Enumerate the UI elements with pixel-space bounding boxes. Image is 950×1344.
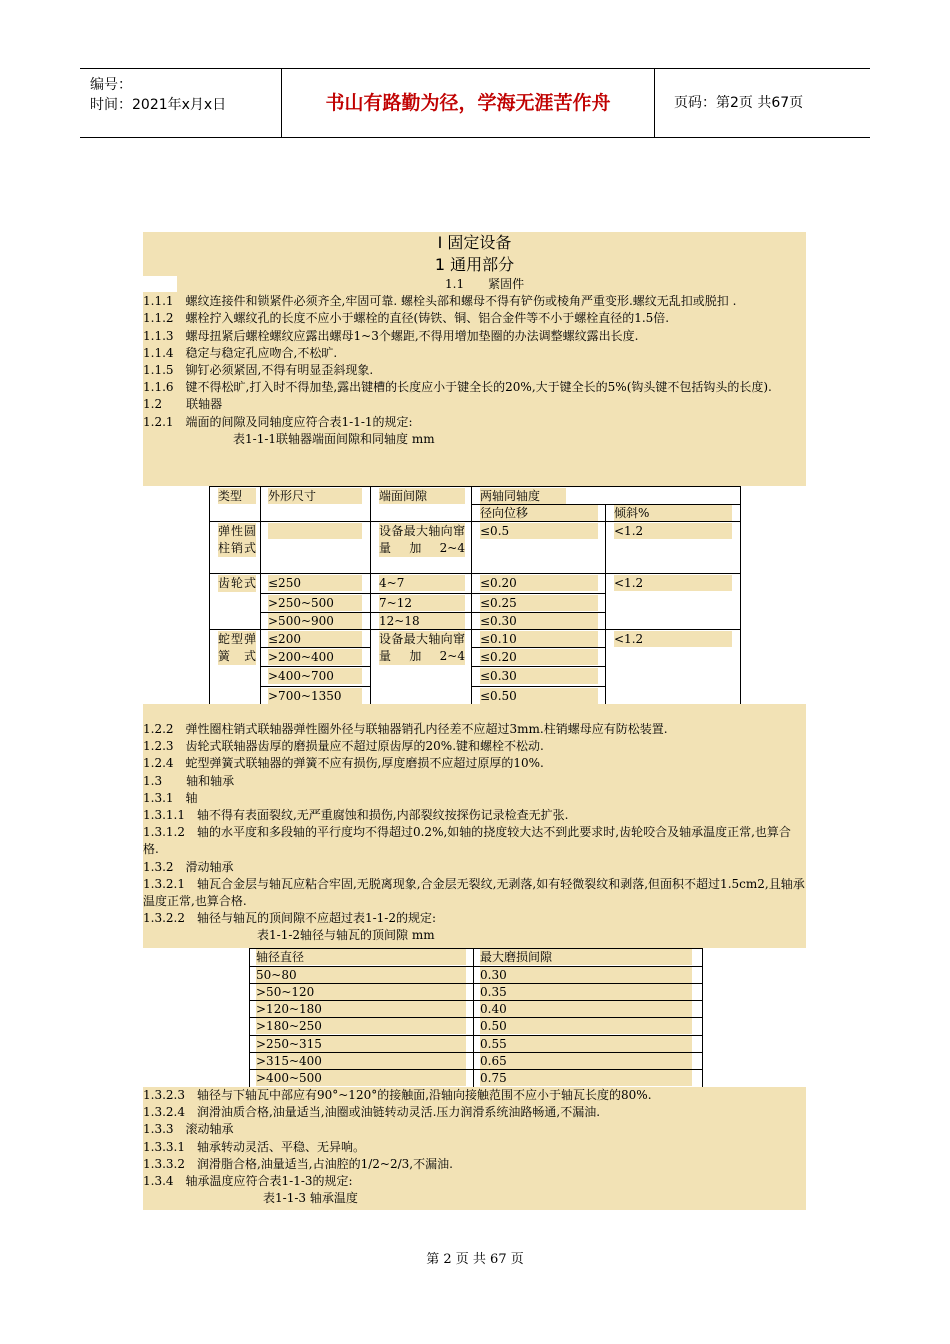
tilt-spring: <1.2 xyxy=(614,631,732,647)
para-1-3-2-2: 1.3.2.2 轴径与轴瓦的顶间隙不应超过表1-1-2的规定: xyxy=(143,911,437,926)
heading-1-3-2: 1.3.2 滑动轴承 xyxy=(143,859,234,874)
para-1-3-1-2: 1.3.1.2 轴的水平度和多段轴的平行度均不得超过0.2%,如轴的挠度较大达不到此要求时,齿轮咬合及轴承温度正常,也算合格. xyxy=(143,825,791,857)
th-size: 外形尺寸 xyxy=(268,488,362,504)
section-title: 1.1 紧固件 xyxy=(445,277,525,291)
gap-gear-2: 7~12 xyxy=(379,595,465,611)
section-rolling-bearings xyxy=(143,1087,806,1210)
header-page-label: 页码：第2页 共67页 xyxy=(674,95,804,111)
para-1-3-2-1: 1.3.2.1 轴瓦合金层与轴瓦应粘合牢固,无脱离现象,合金层无裂纹,无剥落,如有轻微裂纹和剥落,但面积不超过1.5cm2,且轴承温度正常,也算合格. xyxy=(143,876,805,909)
para-1-3-1-1: 1.3.1.1 轴不得有表面裂纹,无严重腐蚀和损伤,内部裂纹按探伤记录检查无扩张. xyxy=(143,808,569,823)
size-gear-3: >500~900 xyxy=(268,613,362,629)
para-1-1-5: 1.1.5 铆钉必须紧固,不得有明显歪斜现象. xyxy=(143,363,374,378)
para-1-2-3: 1.2.3 齿轮式联轴器齿厚的磨损量应不超过原齿厚的20%.键和螺栓不松动. xyxy=(143,739,544,754)
radial-gear-2: ≤0.25 xyxy=(480,595,598,611)
para-1-2-2: 1.2.2 弹性圈柱销式联轴器弹性圈外径与联轴器销孔内径差不应超过3mm.柱销螺母应有防松装置. xyxy=(143,722,668,736)
th-max-wear-gap: 最大磨损间隙 xyxy=(480,949,692,965)
size-spring-3: >400~700 xyxy=(268,668,362,684)
row-diameter: >120~180 xyxy=(256,1001,466,1017)
para-1-2-1: 1.2.1 端面的间隙及同轴度应符合表1-1-1的规定: xyxy=(143,414,413,429)
chapter-title: 1 通用部分 xyxy=(434,255,515,274)
heading-1-2: 1.2 联轴器 xyxy=(143,397,223,412)
th-type: 类型 xyxy=(218,488,256,504)
type-serpentine-spring: 蛇型弹簧式 xyxy=(218,632,256,663)
row-diameter: >50~120 xyxy=(256,984,466,1000)
header-motto: 书山有路勤为径，学海无涯苦作舟 xyxy=(282,69,655,137)
radial-spring-1: ≤0.10 xyxy=(480,631,598,647)
size-gear-2: >250~500 xyxy=(268,595,362,611)
size-gear-1: ≤250 xyxy=(268,575,362,591)
gap-gear-1: 4~7 xyxy=(379,575,465,591)
radial-spring-3: ≤0.30 xyxy=(480,668,598,684)
tilt-gear: <1.2 xyxy=(614,575,732,591)
heading-1-3-3: 1.3.3 滚动轴承 xyxy=(143,1122,234,1137)
th-shaft-diameter: 轴径直径 xyxy=(256,949,466,965)
gap-spring: 设备最大轴向窜量加2~4 xyxy=(379,632,465,663)
size-spring-4: >700~1350 xyxy=(268,688,362,704)
part-title: Ⅰ 固定设备 xyxy=(437,233,512,252)
row-gap: 0.50 xyxy=(480,1018,692,1034)
header-meta xyxy=(80,69,282,137)
tilt-elastic-pin: <1.2 xyxy=(614,523,732,539)
header-page-number xyxy=(664,69,870,137)
para-1-3-4: 1.3.4 轴承温度应符合表1-1-3的规定: xyxy=(143,1174,353,1189)
size-spring-1: ≤200 xyxy=(268,631,362,647)
para-1-1-4: 1.1.4 稳定与稳定孔应吻合,不松旷. xyxy=(143,345,338,360)
doc-id-label: 编号： xyxy=(90,77,132,93)
row-gap: 0.75 xyxy=(480,1070,692,1086)
th-radial: 径向位移 xyxy=(480,505,598,521)
size-spring-2: >200~400 xyxy=(268,649,362,665)
bearing-clearance-table xyxy=(249,948,703,1089)
para-1-1-3: 1.1.3 螺母扭紧后螺栓螺纹应露出螺母1~3个螺距,不得用增加垫圈的办法调整螺纹露出长度. xyxy=(143,328,639,343)
para-1-2-4: 1.2.4 蛇型弹簧式联轴器的弹簧不应有损伤,厚度磨损不应超过原厚的10%. xyxy=(143,756,544,771)
blank-gap xyxy=(143,276,177,292)
gap-elastic-pin: 设备最大轴向窜量加2~4 xyxy=(379,524,465,555)
page-footer: 第 2 页 共 67 页 xyxy=(426,1252,524,1267)
table2-caption: 表1-1-2轴径与轴瓦的顶间隙 mm xyxy=(257,928,435,943)
row-diameter: >400~500 xyxy=(256,1070,466,1086)
radial-gear-1: ≤0.20 xyxy=(480,575,598,591)
row-gap: 0.35 xyxy=(480,984,692,1000)
size-elastic-pin-empty xyxy=(268,523,362,539)
row-diameter: >250~315 xyxy=(256,1036,466,1052)
para-1-1-6: 1.1.6 键不得松旷,打入时不得加垫,露出键槽的长度应小于键全长的20%,大于键全长的5%(钩头键不包括钩头的长度). xyxy=(143,380,772,395)
radial-spring-4: ≤0.50 xyxy=(480,688,598,704)
row-gap: 0.65 xyxy=(480,1053,692,1069)
section-shafts xyxy=(143,704,806,948)
row-diameter: >315~400 xyxy=(256,1053,466,1069)
para-1-1-2: 1.1.2 螺栓拧入螺纹孔的长度不应小于螺栓的直径(铸铁、铜、铝合金件等不小于螺栓直径的1.5倍. xyxy=(143,311,670,326)
para-1-3-3-2: 1.3.3.2 润滑脂合格,油量适当,占油腔的1/2~2/3,不漏油. xyxy=(143,1156,453,1171)
radial-spring-2: ≤0.20 xyxy=(480,649,598,665)
para-1-3-3-1: 1.3.3.1 轴承转动灵活、平稳、无异响。 xyxy=(143,1139,365,1154)
table3-caption: 表1-1-3 轴承温度 xyxy=(263,1191,358,1206)
para-1-1-1: 1.1.1 螺纹连接件和锁紧件必须齐全,牢固可靠. 螺栓头部和螺母不得有铲伤或棱角严重变形.螺纹无乱扣或脱扣 . xyxy=(143,294,737,309)
th-coaxiality: 两轴同轴度 xyxy=(480,488,566,504)
radial-elastic-pin: ≤0.5 xyxy=(480,523,598,539)
para-1-3-2-4: 1.3.2.4 润滑油质合格,油量适当,油圈或油链转动灵活.压力润滑系统油路畅通,不漏油. xyxy=(143,1105,601,1120)
th-gap: 端面间隙 xyxy=(379,488,465,504)
heading-1-3: 1.3 轴和轴承 xyxy=(143,773,235,788)
heading-1-3-1: 1.3.1 轴 xyxy=(143,790,198,805)
th-tilt: 倾斜% xyxy=(614,505,732,521)
row-gap: 0.30 xyxy=(480,967,692,983)
doc-time-label: 时间：2021年x月x日 xyxy=(90,97,227,113)
radial-gear-3: ≤0.30 xyxy=(480,613,598,629)
type-elastic-pin: 弹性圆柱销式 xyxy=(218,524,256,555)
coupling-table xyxy=(209,486,741,706)
para-1-3-2-3: 1.3.2.3 轴径与下轴瓦中部应有90°~120°的接触面,沿轴向接触范围不应小于轴瓦长度的80%. xyxy=(143,1088,652,1102)
section-fasteners xyxy=(143,232,806,486)
row-diameter: 50~80 xyxy=(256,967,466,983)
page-header xyxy=(80,68,870,138)
row-diameter: >180~250 xyxy=(256,1018,466,1034)
row-gap: 0.40 xyxy=(480,1001,692,1017)
gap-gear-3: 12~18 xyxy=(379,613,465,629)
table1-caption: 表1-1-1联轴器端面间隙和同轴度 mm xyxy=(233,431,435,446)
row-gap: 0.55 xyxy=(480,1036,692,1052)
type-gear: 齿轮式 xyxy=(218,576,256,590)
